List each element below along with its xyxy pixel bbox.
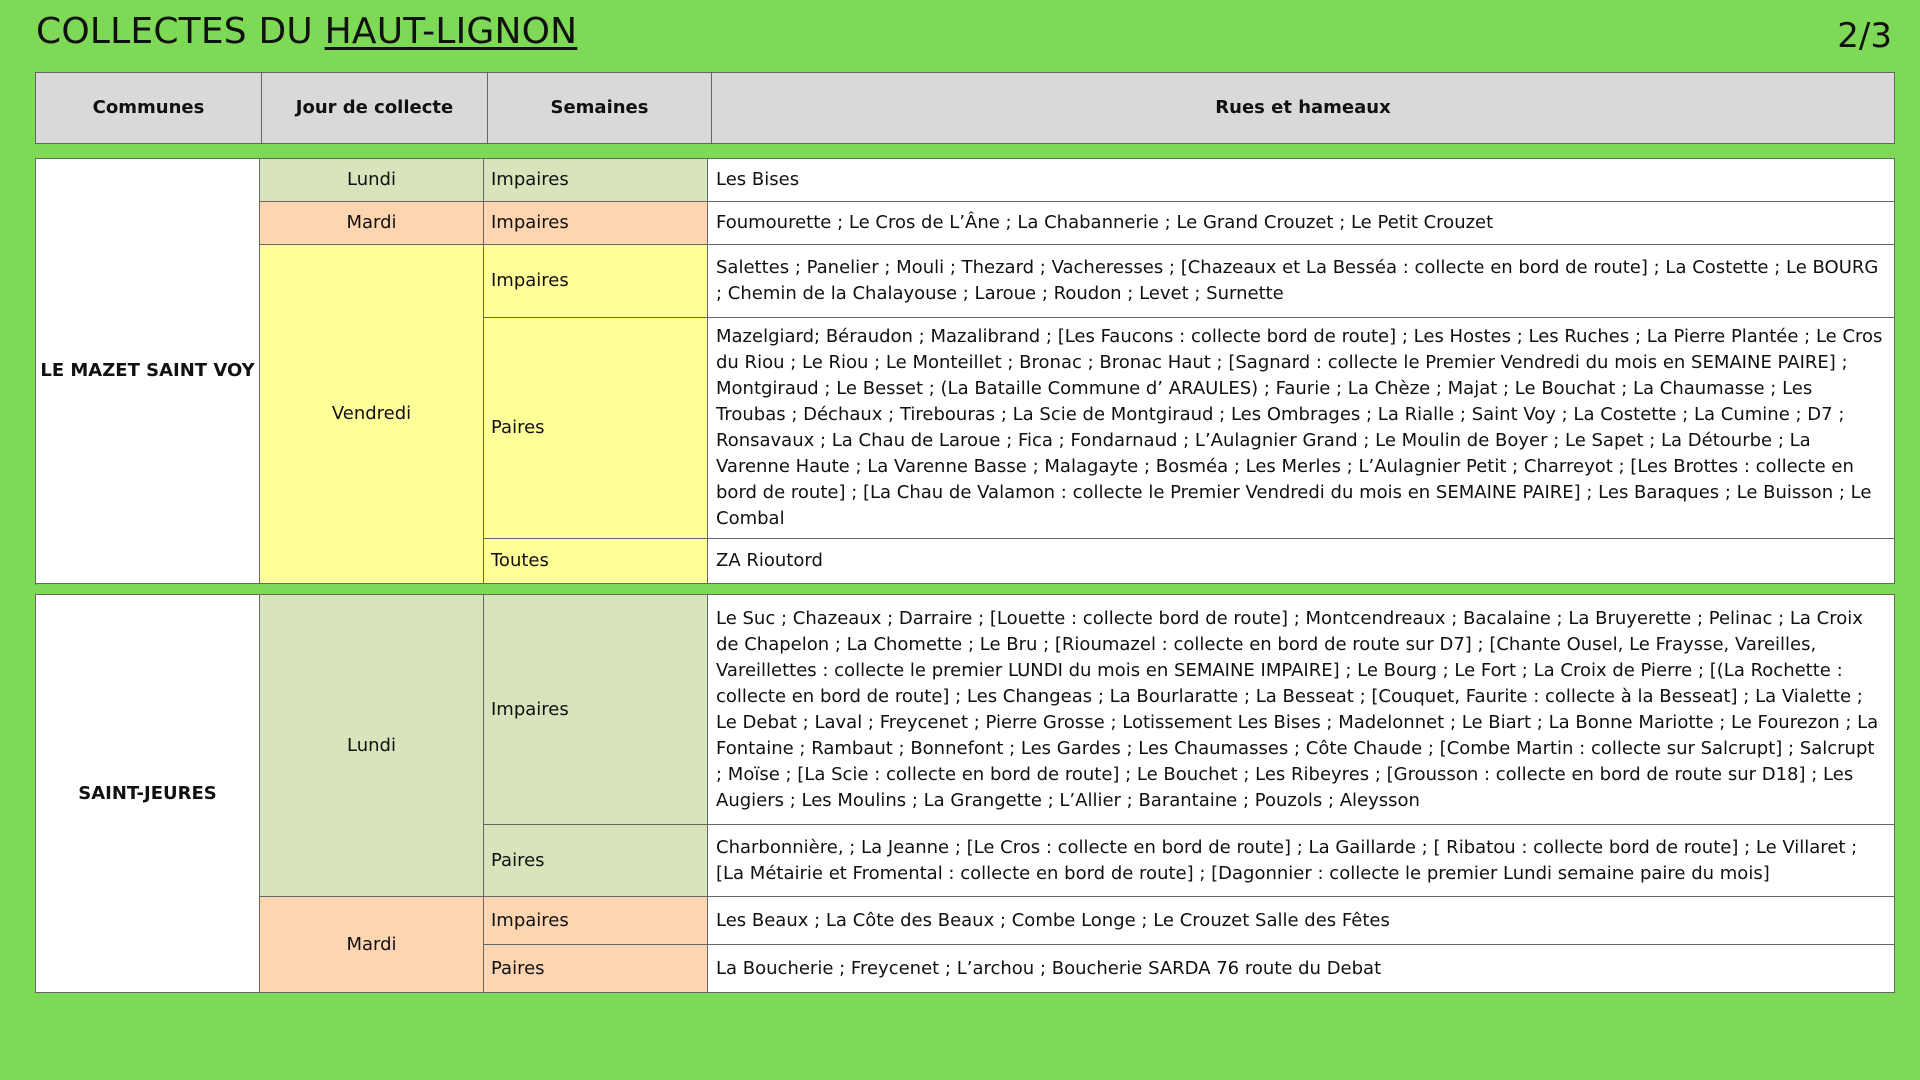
- streets-cell: Charbonnière, ; La Jeanne ; [Le Cros : collecte en bord de route] ; La Gaillarde ; [ Ribatou : collecte bord de route] ; Le Villaret ; [La Métairie et Fromental : collecte en bord de route] ; [Dagonnier : collecte le premier Lundi semaine paire du mois]: [708, 825, 1895, 897]
- streets-cell: Mazelgiard; Béraudon ; Mazalibrand ; [Les Faucons : collecte bord de route] ; Les Hostes ; Les Ruches ; La Pierre Plantée ; Le Cros du Riou ; Le Riou ; Le Monteillet ; Bronac ; Bronac Haut ; [Sagnard : collecte le Premier Vendredi du mois en SEMAINE PAIRE] ; Montgiraud ; Le Besset ; (La Bataille Commune d’ ARAULES) ; Faurie ; La Chèze ; Majat ; Le Bouchat ; La Chaumasse ; Les Troubas ; Déchaux ; Tirebouras ; La Scie de Montgiraud ; Les Ombrages ; La Rialle ; Saint Voy ; La Costette ; La Cumine ; D7 ; Ronsavaux ; La Chau de Laroue ; Fica ; Fondarnaud ; L’Aulagnier Grand ; Le Moulin de Boyer ; Le Sapet ; La Détourbe ; La Varenne Haute ; La Varenne Basse ; Malagayte ; Bosméa ; Les Merles ; L’Aulagnier Petit ; Charreyot ; [Les Brottes : collecte en bord de route] ; [La Chau de Valamon : collecte le Premier Vendredi du mois en SEMAINE PAIRE] ; Les Baraques ; Le Buisson ; Le Combal: [708, 318, 1895, 539]
- weeks-cell: Paires: [484, 318, 708, 539]
- commune-table-saint-jeures: [35, 594, 1895, 993]
- commune-cell: SAINT-JEURES: [36, 595, 260, 993]
- day-cell: Mardi: [260, 897, 484, 993]
- header-row: [36, 73, 1895, 144]
- table-row: [36, 595, 1895, 825]
- page-title: [36, 10, 577, 54]
- commune-table-mazet: [35, 158, 1895, 584]
- table-row: [36, 245, 1895, 318]
- table-row: [36, 897, 1895, 945]
- column-header-jour: Jour de collecte: [262, 73, 488, 144]
- column-header-communes: Communes: [36, 73, 262, 144]
- column-header-semaines: Semaines: [488, 73, 712, 144]
- table-row: [36, 159, 1895, 202]
- weeks-cell: Impaires: [484, 595, 708, 825]
- column-header-rues: Rues et hameaux: [712, 73, 1895, 144]
- weeks-cell: Impaires: [484, 897, 708, 945]
- streets-cell: La Boucherie ; Freycenet ; L’archou ; Boucherie SARDA 76 route du Debat: [708, 945, 1895, 993]
- title-prefix: COLLECTES DU: [36, 11, 325, 52]
- weeks-cell: Impaires: [484, 202, 708, 245]
- weeks-cell: Toutes: [484, 539, 708, 584]
- streets-cell: Salettes ; Panelier ; Mouli ; Thezard ; Vacheresses ; [Chazeaux et La Besséa : collecte en bord de route] ; La Costette ; Le BOURG ; Chemin de la Chalayouse ; Laroue ; Roudon ; Levet ; Surnette: [708, 245, 1895, 318]
- streets-cell: Les Beaux ; La Côte des Beaux ; Combe Longe ; Le Crouzet Salle des Fêtes: [708, 897, 1895, 945]
- streets-cell: ZA Rioutord: [708, 539, 1895, 584]
- day-cell: Lundi: [260, 595, 484, 897]
- weeks-cell: Paires: [484, 945, 708, 993]
- title-highlight: HAUT-LIGNON: [324, 11, 578, 52]
- day-cell: Vendredi: [260, 245, 484, 584]
- weeks-cell: Paires: [484, 825, 708, 897]
- streets-cell: Les Bises: [708, 159, 1895, 202]
- table-row: [36, 202, 1895, 245]
- weeks-cell: Impaires: [484, 159, 708, 202]
- page-number: 2/3: [1837, 16, 1892, 56]
- streets-cell: Foumourette ; Le Cros de L’Âne ; La Chabannerie ; Le Grand Crouzet ; Le Petit Crouzet: [708, 202, 1895, 245]
- header-table: [35, 72, 1895, 144]
- weeks-cell: Impaires: [484, 245, 708, 318]
- day-cell: Lundi: [260, 159, 484, 202]
- day-cell: Mardi: [260, 202, 484, 245]
- streets-cell: Le Suc ; Chazeaux ; Darraire ; [Louette : collecte bord de route] ; Montcendreaux ; Bacalaine ; La Bruyerette ; Pelinac ; La Croix de Chapelon ; La Chomette ; Le Bru ; [Rioumazel : collecte en bord de route sur D7] ; [Chante Ousel, Le Fraysse, Vareilles, Vareillettes : collecte le premier LUNDI du mois en SEMAINE IMPAIRE] ; Le Bourg ; Le Fort ; La Croix de Pierre ; [(La Rochette : collecte en bord de route] ; Les Changeas ; La Bourlaratte ; La Besseat ; [Couquet, Faurite : collecte à la Besseat] ; La Vialette ; Le Debat ; Laval ; Freycenet ; Pierre Grosse ; Lotissement Les Bises ; Madelonnet ; Le Biart ; La Bonne Mariotte ; Le Fourezon ; La Fontaine ; Rambaut ; Bonnefont ; Les Gardes ; Les Chaumasses ; Côte Chaude ; [Combe Martin : collecte sur Salcrupt] ; Salcrupt ; Moïse ; [La Scie : collecte en bord de route] ; Le Bouchet ; Les Ribeyres ; [Grousson : collecte en bord de route sur D18] ; Les Augiers ; Les Moulins ; La Grangette ; L’Allier ; Barantaine ; Pouzols ; Aleysson: [708, 595, 1895, 825]
- commune-cell: LE MAZET SAINT VOY: [36, 159, 260, 584]
